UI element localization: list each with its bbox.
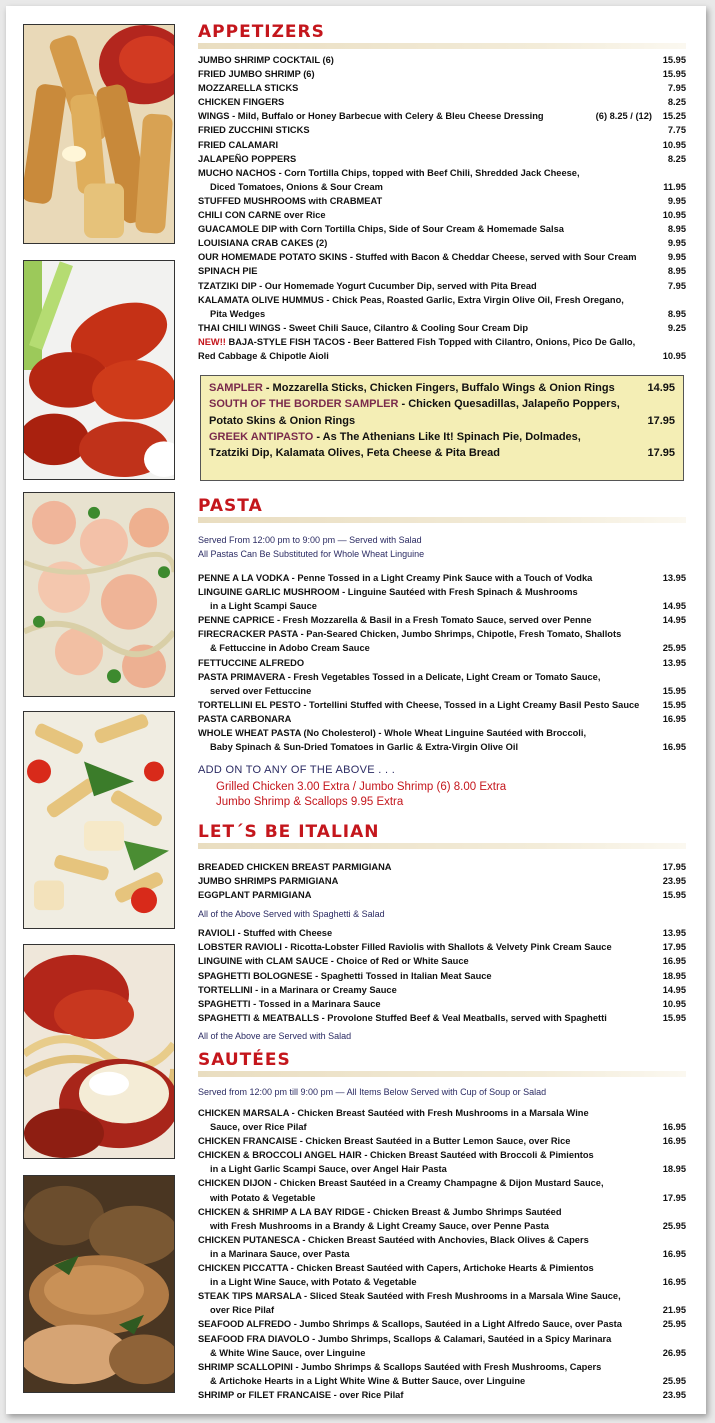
menu-item: FIRECRACKER PASTA - Pan-Seared Chicken, Jumbo Shrimps, Chipotle, Fresh Tomato, Shallots — [198, 629, 622, 640]
section-note: All Pastas Can Be Substituted for Whole Wheat Linguine — [198, 549, 425, 559]
photo-mozzarella-sticks — [23, 24, 175, 244]
menu-item: KALAMATA OLIVE HUMMUS - Chick Peas, Roasted Garlic, Extra Virgin Olive Oil, Fresh Oregano, — [198, 294, 624, 305]
menu-item-continuation: over Rice Pilaf 21.95 — [210, 1305, 686, 1316]
menu-item: RAVIOLI - Stuffed with Cheese 13.95 — [198, 928, 686, 939]
title-underline — [198, 1071, 686, 1077]
title-underline — [198, 517, 686, 523]
italian-list-2 — [198, 926, 686, 1025]
platter-item-continuation: Potato Skins & Onion Rings 17.95 — [209, 414, 675, 427]
menu-item-continuation: in a Light Wine Sauce, with Potato & Vegetable 16.95 — [210, 1277, 686, 1288]
menu-item: GUACAMOLE DIP with Corn Tortilla Chips, Side of Sour Cream & Homemade Salsa 8.95 — [198, 224, 686, 235]
sampler-platters-box — [200, 375, 684, 481]
appetizers-list — [198, 53, 686, 363]
menu-item-continuation: & Fettuccine in Adobo Cream Sauce 25.95 — [210, 643, 686, 654]
menu-item: SPAGHETTI BOLOGNESE - Spaghetti Tossed in Italian Meat Sauce 18.95 — [198, 970, 686, 981]
menu-item: CHICKEN MARSALA - Chicken Breast Sautéed with Fresh Mushrooms in a Marsala Wine — [198, 1108, 589, 1118]
menu-item: SHRIMP or FILET FRANCAISE - over Rice Pilaf 23.95 — [198, 1389, 686, 1400]
section-title: SAUTÉES — [198, 1050, 291, 1070]
menu-item: JUMBO SHRIMPS PARMIGIANA 23.95 — [198, 876, 686, 887]
menu-item: PASTA PRIMAVERA - Fresh Vegetables Tossed in a Delicate, Light Cream or Tomato Sauce, — [198, 671, 601, 682]
addon-line: Jumbo Shrimp & Scallops 9.95 Extra — [216, 796, 404, 809]
menu-item-continuation: & White Wine Sauce, over Linguine 26.95 — [210, 1347, 686, 1358]
menu-item: OUR HOMEMADE POTATO SKINS - Stuffed with Bacon & Cheddar Cheese, served with Sour Cream 9.95 — [198, 252, 686, 263]
photo-chicken-parmigiana — [23, 944, 175, 1159]
italian-section — [198, 822, 686, 1043]
menu-item: FRIED JUMBO SHRIMP (6) 15.95 — [198, 69, 686, 80]
section-title: LET´S BE ITALIAN — [198, 822, 380, 842]
menu-item-continuation: in a Light Garlic Scampi Sauce, over Angel Hair Pasta 18.95 — [210, 1164, 686, 1175]
menu-item: TORTELLINI - in a Marinara or Creamy Sauce 14.95 — [198, 984, 686, 995]
menu-item: JALAPEÑO POPPERS 8.25 — [198, 153, 686, 164]
menu-page — [6, 6, 706, 1414]
menu-item-continuation: with Potato & Vegetable 17.95 — [210, 1192, 686, 1203]
photo-shrimp-pasta — [23, 492, 175, 697]
section-note: All of the Above Served with Spaghetti & Salad — [198, 909, 385, 920]
menu-item-continuation: Baby Spinach & Sun-Dried Tomatoes in Garlic & Extra-Virgin Olive Oil 16.95 — [210, 742, 686, 753]
menu-item: LOUISIANA CRAB CAKES (2) 9.95 — [198, 238, 686, 249]
platter-item: SAMPLER - Mozzarella Sticks, Chicken Fingers, Buffalo Wings & Onion Rings 14.95 — [209, 382, 675, 394]
addon-title: ADD ON TO ANY OF THE ABOVE . . . — [198, 764, 396, 777]
menu-item: SPAGHETTI - Tossed in a Marinara Sauce 10.95 — [198, 998, 686, 1009]
menu-item-continuation: in a Light Scampi Sauce 14.95 — [210, 601, 686, 612]
menu-item-continuation: Sauce, over Rice Pilaf 16.95 — [210, 1122, 686, 1133]
menu-item: MOZZARELLA STICKS 7.95 — [198, 83, 686, 94]
menu-item: MUCHO NACHOS - Corn Tortilla Chips, topped with Beef Chili, Shredded Jack Cheese, — [198, 167, 580, 178]
menu-item: SPAGHETTI & MEATBALLS - Provolone Stuffed Beef & Veal Meatballs, served with Spaghetti 15.95 — [198, 1012, 686, 1023]
size-options: (6) 8.25 / (12) — [595, 111, 652, 122]
section-note: Served from 12:00 pm till 9:00 pm — All Items Below Served with Cup of Soup or Salad — [198, 1087, 547, 1097]
menu-item: LOBSTER RAVIOLI - Ricotta-Lobster Filled Raviolis with Shallots & Velvety Pink Cream Sauce 17.95 — [198, 942, 686, 953]
menu-item: WINGS - Mild, Buffalo or Honey Barbecue with Celery & Bleu Cheese Dressing (6) 8.25 / (12) 15.25 — [198, 109, 686, 123]
menu-item: SEAFOOD ALFREDO - Jumbo Shrimps & Scallops, Sautéed in a Light Alfredo Sauce, over Pasta 25.95 — [198, 1319, 686, 1330]
menu-item: FETTUCCINE ALFREDO 13.95 — [198, 657, 686, 668]
menu-item-continuation: Pita Wedges 8.95 — [210, 308, 686, 319]
menu-item: CHICKEN & BROCCOLI ANGEL HAIR - Chicken Breast Sautéed with Broccoli & Pimientos — [198, 1150, 594, 1161]
new-badge: NEW!! — [198, 336, 226, 347]
menu-item: CHICKEN PICCATTA - Chicken Breast Sautéed with Capers, Artichoke Hearts & Pimientos — [198, 1263, 594, 1274]
menu-item: STUFFED MUSHROOMS with CRABMEAT 9.95 — [198, 195, 686, 206]
photo-chicken-marsala — [23, 1175, 175, 1393]
menu-item: SPINACH PIE 8.95 — [198, 266, 686, 277]
section-note: All of the Above are Served with Salad — [198, 1030, 352, 1041]
menu-item: CHICKEN DIJON - Chicken Breast Sautéed in a Creamy Champagne & Dijon Mustard Sauce, — [198, 1178, 604, 1189]
menu-item: PENNE CAPRICE - Fresh Mozzarella & Basil in a Fresh Tomato Sauce, served over Penne 14.95 — [198, 615, 686, 626]
menu-item-continuation: Diced Tomatoes, Onions & Sour Cream 11.95 — [210, 181, 686, 192]
platter-item: SOUTH OF THE BORDER SAMPLER - Chicken Quesadillas, Jalapeño Poppers, — [209, 398, 620, 411]
pasta-list — [198, 571, 686, 754]
menu-item: CHICKEN FINGERS 8.25 — [198, 97, 686, 108]
menu-item: STEAK TIPS MARSALA - Sliced Steak Sautéed with Fresh Mushrooms in a Marsala Wine Sauce, — [198, 1291, 621, 1302]
sautees-section — [198, 1050, 686, 1402]
menu-item: CHICKEN & SHRIMP A LA BAY RIDGE - Chicken Breast & Jumbo Shrimps Sautéed — [198, 1206, 562, 1217]
menu-item: CHICKEN PUTANESCA - Chicken Breast Sautéed with Anchovies, Black Olives & Capers — [198, 1234, 589, 1245]
menu-item: LINGUINE with CLAM SAUCE - Choice of Red or White Sauce 16.95 — [198, 956, 686, 967]
addon-extras — [198, 780, 686, 810]
section-note: Served From 12:00 pm to 9:00 pm — Served with Salad — [198, 535, 422, 545]
menu-item: THAI CHILI WINGS - Sweet Chili Sauce, Cilantro & Cooling Sour Cream Dip 9.25 — [198, 322, 686, 333]
photo-buffalo-wings — [23, 260, 175, 480]
menu-item: JUMBO SHRIMP COCKTAIL (6) 15.95 — [198, 55, 686, 65]
section-title: PASTA — [198, 496, 263, 516]
menu-item: FRIED ZUCCHINI STICKS 7.75 — [198, 125, 686, 136]
photo-penne-chicken — [23, 711, 175, 929]
menu-item: LINGUINE GARLIC MUSHROOM - Linguine Sautéed with Fresh Spinach & Mushrooms — [198, 587, 578, 598]
platter-item: GREEK ANTIPASTO - As The Athenians Like It! Spinach Pie, Dolmades, — [209, 430, 581, 443]
menu-item-continuation: & Artichoke Hearts in a Light White Wine & Butter Sauce, over Linguine 25.95 — [210, 1375, 686, 1386]
menu-item: PENNE A LA VODKA - Penne Tossed in a Light Creamy Pink Sauce with a Touch of Vodka 13.95 — [198, 573, 686, 583]
menu-item: SEAFOOD FRA DIAVOLO - Jumbo Shrimps, Scallops & Calamari, Sautéed in a Spicy Marinara — [198, 1333, 612, 1344]
pasta-section — [198, 496, 686, 810]
menu-item: CHICKEN FRANCAISE - Chicken Breast Sautéed in a Butter Lemon Sauce, over Rice 16.95 — [198, 1136, 686, 1147]
addon-line: Grilled Chicken 3.00 Extra / Jumbo Shrimp (6) 8.00 Extra — [216, 781, 507, 794]
menu-item: EGGPLANT PARMIGIANA 15.95 — [198, 890, 686, 901]
menu-item: WHOLE WHEAT PASTA (No Cholesterol) - Whole Wheat Linguine Sautéed with Broccoli, — [198, 728, 587, 739]
menu-item: TZATZIKI DIP - Our Homemade Yogurt Cucumber Dip, served with Pita Bread 7.95 — [198, 280, 686, 291]
menu-item: PASTA CARBONARA 16.95 — [198, 713, 686, 724]
menu-item-continuation: served over Fettuccine 15.95 — [210, 685, 686, 696]
appetizers-section — [198, 22, 686, 363]
menu-item: NEW!! BAJA-STYLE FISH TACOS - Beer Battered Fish Topped with Cilantro, Onions, Pico De Gallo, — [198, 336, 636, 347]
menu-item: TORTELLINI EL PESTO - Tortellini Stuffed with Cheese, Tossed in a Light Creamy Basil Pesto Sauce 15.95 — [198, 699, 686, 710]
menu-item: SHRIMP SCALLOPINI - Jumbo Shrimps & Scallops Sautéed with Fresh Mushrooms, Capers — [198, 1361, 602, 1372]
menu-item: BREADED CHICKEN BREAST PARMIGIANA 17.95 — [198, 862, 686, 872]
section-title: APPETIZERS — [198, 22, 325, 42]
platter-item-continuation: Tzatziki Dip, Kalamata Olives, Feta Cheese & Pita Bread 17.95 — [209, 447, 675, 460]
italian-list-1 — [198, 860, 686, 902]
menu-item: FRIED CALAMARI 10.95 — [198, 139, 686, 150]
title-underline — [198, 843, 686, 849]
menu-item-continuation: with Fresh Mushrooms in a Brandy & Light Creamy Sauce, over Penne Pasta 25.95 — [210, 1220, 686, 1231]
sautees-list — [198, 1106, 686, 1402]
menu-item-continuation: in a Marinara Sauce, over Pasta 16.95 — [210, 1248, 686, 1259]
menu-item: CHILI CON CARNE over Rice 10.95 — [198, 210, 686, 221]
title-underline — [198, 43, 686, 49]
menu-item-continuation: Red Cabbage & Chipotle Aioli 10.95 — [198, 350, 686, 361]
